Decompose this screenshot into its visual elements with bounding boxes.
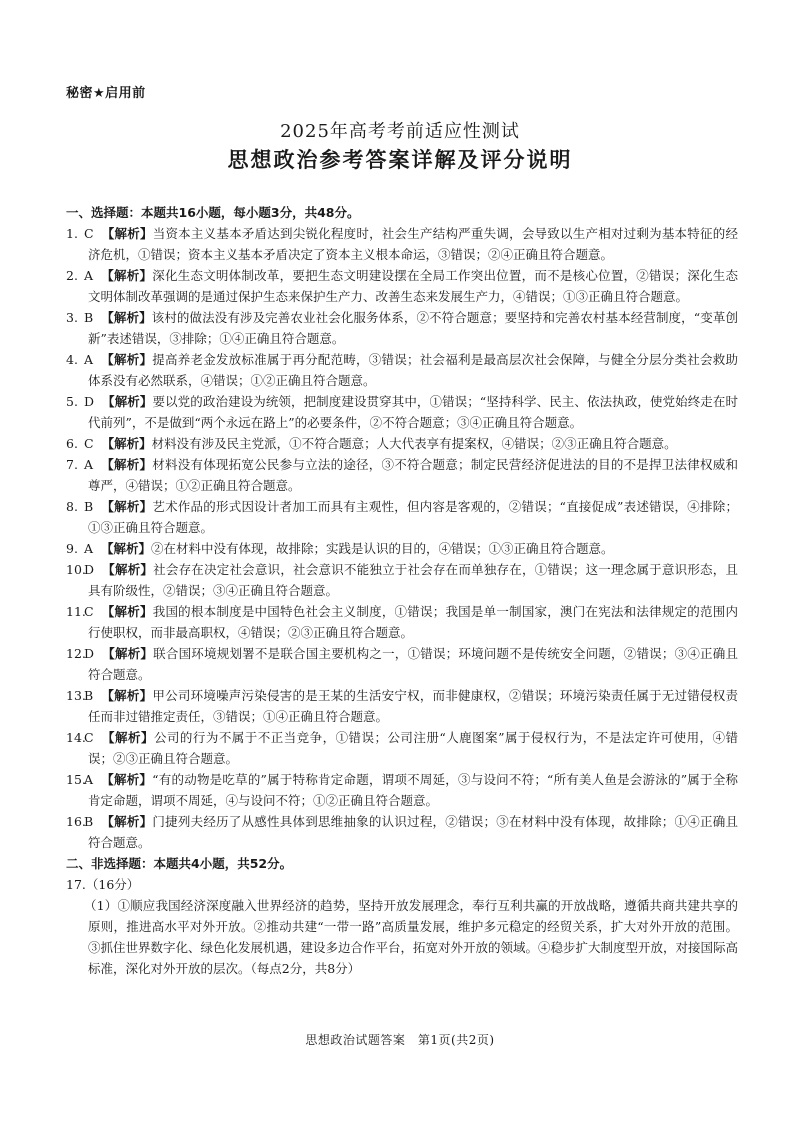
answer-item: [66, 349, 738, 391]
answer-item: [66, 265, 738, 307]
answer-list: [66, 223, 738, 853]
answer-number: 5.: [66, 394, 78, 409]
answer-choice: A: [84, 772, 94, 787]
analysis-tag: 【解析】: [101, 436, 152, 451]
answer-number: 11.: [66, 604, 86, 619]
analysis-tag: 【解析】: [102, 646, 154, 661]
answer-item: [66, 496, 738, 538]
answer-item: [66, 559, 738, 601]
analysis-tag: 【解析】: [101, 457, 153, 472]
answer-number: 6.: [66, 436, 78, 451]
section-heading-nonchoice: 二、非选择题：本题共4小题，共52分。: [66, 856, 293, 871]
answer-number: 2.: [66, 268, 78, 283]
analysis-text: 材料没有体现拓宽公民参与立法的途径，③不符合题意；制定民营经济促进法的目的不是捍卫法律权威和尊严，④错误；①②正确且符合题意。: [88, 457, 738, 493]
answer-number: 1.: [66, 226, 78, 241]
answer-number: 4.: [66, 352, 78, 367]
analysis-text: 提高养老金发放标准属于再分配范畴，③错误；社会福利是最高层次社会保障，与健全分层分类社会救助体系没有必然联系，④错误；①②正确且符合题意。: [88, 352, 738, 388]
answer-item: [66, 727, 738, 769]
answer-number: 13.: [66, 688, 86, 703]
analysis-text: ②在材料中没有体现，故排除；实践是认识的目的，④错误；①③正确且符合题意。: [151, 541, 614, 556]
answer-choice: A: [84, 352, 94, 367]
exam-title: 2025年高考考前适应性测试: [280, 121, 520, 142]
answer-number: 10.: [66, 562, 86, 577]
answer-choice: A: [84, 457, 94, 472]
analysis-text: 门捷列夫经历了从感性具体到思维抽象的认识过程，②错误；③在材料中没有体现，故排除；①④正确且符合题意。: [88, 814, 738, 850]
answer-number: 15.: [66, 772, 86, 787]
analysis-tag: 【解析】: [101, 352, 153, 367]
answer-item: [66, 643, 738, 685]
answer-item: [66, 811, 738, 853]
answer-item: [66, 433, 738, 454]
analysis-text: 艺术作品的形式因设计者加工而具有主观性，但内容是客观的，②错误；“直接促成”表述错误，④排除；①③正确且符合题意。: [88, 499, 738, 535]
analysis-text: 要以党的政治建设为统领，把制度建设贯穿其中，①错误；“坚持科学、民主、依法执政，使党始终走在时代前列”，不是做到“两个永远在路上”的必要条件，②不符合题意；③④正确且符合题意。: [88, 394, 738, 430]
analysis-text: 甲公司环境噪声污染侵害的是王某的生活安宁权，而非健康权，②错误；环境污染责任属于无过错侵权责任而非过错推定责任，③错误；①④正确且符合题意。: [88, 688, 738, 724]
question-17-label: 17.（16分）: [66, 877, 140, 892]
analysis-tag: 【解析】: [102, 562, 154, 577]
analysis-tag: 【解析】: [101, 604, 153, 619]
answer-choice: A: [84, 268, 94, 283]
analysis-tag: 【解析】: [101, 226, 153, 241]
analysis-tag: 【解析】: [101, 814, 153, 829]
analysis-text: 该村的做法没有涉及完善农业社会化服务体系，②不符合题意；要坚持和完善农村基本经营制度，“变革创新”表述错误，③排除；①④正确且符合题意。: [88, 310, 738, 346]
analysis-tag: 【解析】: [101, 310, 152, 325]
analysis-tag: 【解析】: [101, 730, 154, 745]
answer-content: [66, 202, 738, 979]
analysis-text: 材料没有涉及民主党派，①不符合题意；人大代表享有提案权，④错误；②③正确且符合题意。: [151, 436, 677, 451]
section-heading-choice: 一、选择题：本题共16小题，每小题3分，共48分。: [66, 205, 360, 220]
confidential-label: 秘密★启用前: [66, 86, 146, 101]
answer-choice: C: [84, 604, 94, 619]
analysis-tag: 【解析】: [101, 268, 153, 283]
answer-item: [66, 454, 738, 496]
answer-choice: B: [84, 310, 94, 325]
answer-number: 14.: [66, 730, 86, 745]
analysis-text: 社会存在决定社会意识，社会意识不能独立于社会存在而单独存在，①错误；这一理念属于意识形态，且具有阶级性，②错误；③④正确且符合题意。: [88, 562, 738, 598]
answer-number: 7.: [66, 457, 78, 472]
answer-item: [66, 769, 738, 811]
analysis-text: 深化生态文明体制改革，要把生态文明建设摆在全局工作突出位置，而不是核心位置，②错误；深化生态文明体制改革强调的是通过保护生态来保护生产力、改善生态来发展生产力，④错误；①③正确且符合题意。: [88, 268, 738, 304]
answer-choice: C: [84, 436, 94, 451]
answer-choice: D: [84, 562, 95, 577]
document-title: 思想政治参考答案详解及评分说明: [227, 148, 573, 172]
answer-item: [66, 538, 738, 559]
analysis-tag: 【解析】: [101, 499, 153, 514]
analysis-text: 当资本主义基本矛盾达到尖锐化程度时，社会生产结构严重失调，会导致以生产相对过剩为基本特征的经济危机，①错误；资本主义基本矛盾决定了资本主义根本命运，③错误；②④正确且符合题意。: [88, 226, 738, 262]
answer-item: [66, 685, 738, 727]
answer-item: [66, 601, 738, 643]
answer-choice: B: [84, 499, 94, 514]
answer-choice: B: [84, 814, 94, 829]
answer-item: [66, 391, 738, 433]
answer-number: 8.: [66, 499, 78, 514]
answer-number: 3.: [66, 310, 78, 325]
answer-number: 12.: [66, 646, 86, 661]
answer-item: [66, 223, 738, 265]
analysis-tag: 【解析】: [102, 394, 153, 409]
answer-number: 16.: [66, 814, 86, 829]
answer-choice: D: [84, 394, 95, 409]
question-17-answer: （1）①顺应我国经济深度融入世界经济的趋势，坚持开放发展理念，奉行互利共赢的开放战略，遵循共商共建共享的原则，推进高水平对外开放。②推动共建“一带一路”高质量发展，维护多元稳定的经贸关系，扩大对外开放的范围。③抓住世界数字化、绿色化发展机遇，建设多边合作平台，拓宽对外开放的领域。④稳步扩大制度型开放，对接国际高标准，深化对外开放的层次。（每点2分，共8分）: [84, 898, 739, 976]
answer-number: 9.: [66, 541, 78, 556]
answer-choice: B: [84, 688, 94, 703]
analysis-text: 我国的根本制度是中国特色社会主义制度，①错误；我国是单一制国家，澳门在宪法和法律规定的范围内行使职权，而非最高职权，④错误；②③正确且符合题意。: [88, 604, 738, 640]
analysis-tag: 【解析】: [101, 688, 153, 703]
answer-choice: D: [84, 646, 95, 661]
answer-choice: A: [84, 541, 94, 556]
analysis-tag: 【解析】: [101, 541, 152, 556]
analysis-tag: 【解析】: [101, 772, 153, 787]
analysis-text: 公司的行为不属于不正当竞争，①错误；公司注册“人鹿图案”属于侵权行为，不是法定许可使用，④错误；②③正确且符合题意。: [88, 730, 738, 766]
answer-choice: C: [84, 226, 94, 241]
answer-item: [66, 307, 738, 349]
analysis-text: “有的动物是吃草的”属于特称肯定命题，谓项不周延，③与设问不符；“所有美人鱼是会游泳的”属于全称肯定命题，谓项不周延，④与设问不符；①②正确且符合题意。: [88, 772, 738, 808]
answer-choice: C: [84, 730, 94, 745]
analysis-text: 联合国环境规划署不是联合国主要机构之一，①错误；环境问题不是传统安全问题，②错误；③④正确且符合题意。: [88, 646, 738, 682]
page-footer: 思想政治试题答案 第1页(共2页): [305, 1033, 495, 1047]
